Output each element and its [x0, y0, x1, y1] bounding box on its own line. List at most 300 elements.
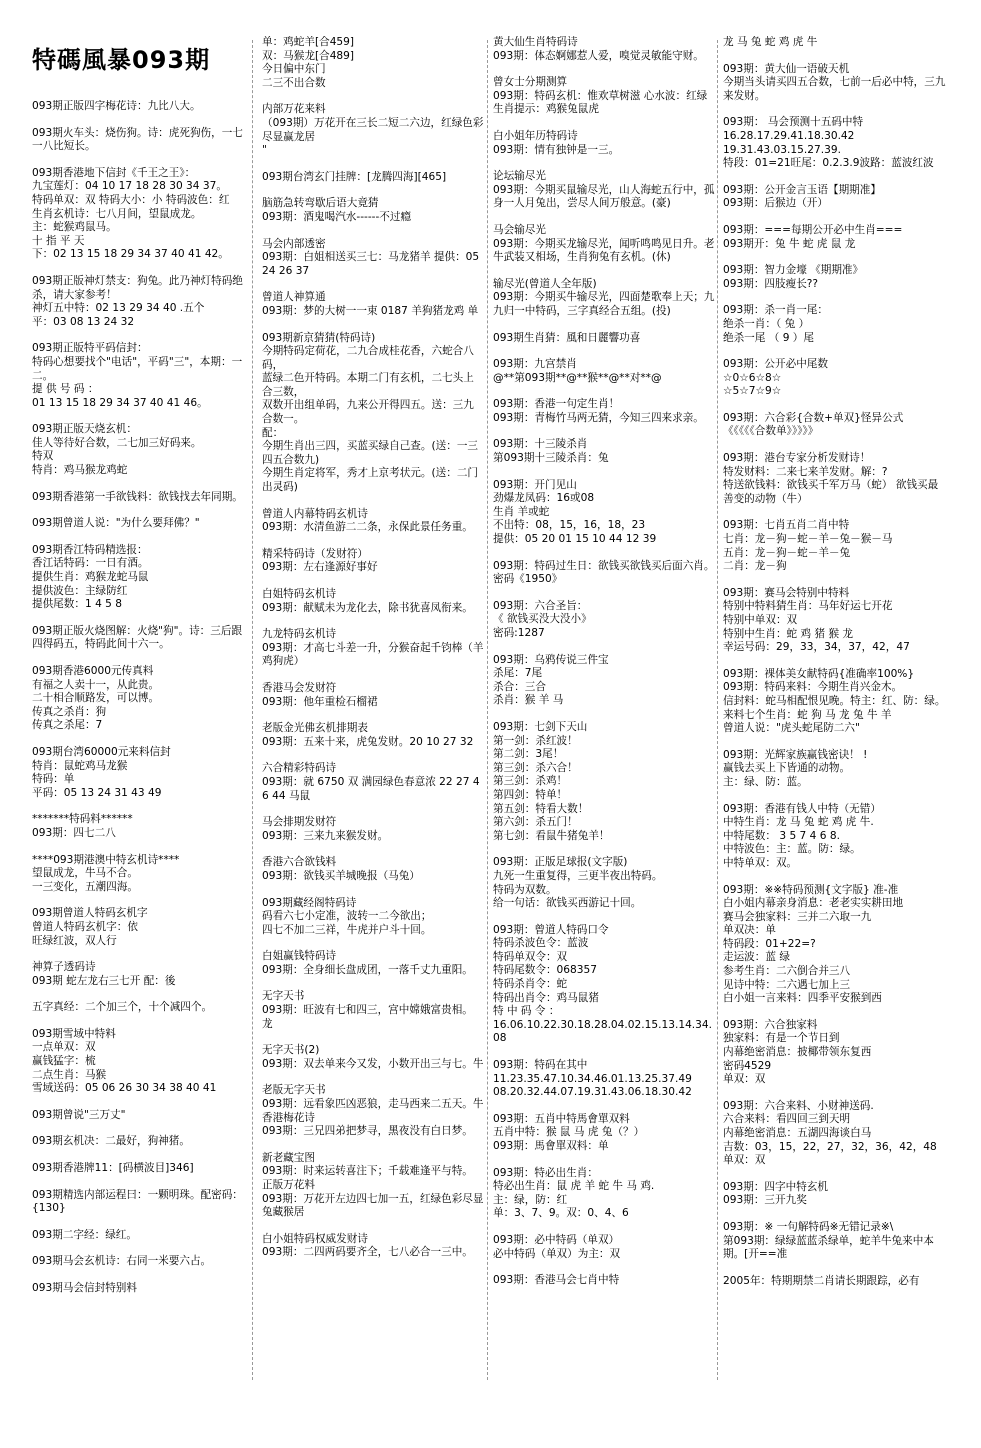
text-line: 11.23.35.47.10.34.46.01.13.25.37.49 [493, 1072, 692, 1085]
text-line: 第093期十三陵杀肖：兔 [493, 452, 609, 465]
text-block [32, 1162, 250, 1176]
text-line: 第一剑：杀红波！ [493, 734, 578, 747]
text-line: 093期：六合彩{合数+单双}怪异公式 [723, 411, 904, 424]
text-block [32, 625, 250, 652]
text-line: 093期台湾60000元来料信封 [32, 745, 171, 758]
text-block [723, 587, 947, 655]
text-line: 093期 蛇左龙右三七开 配：後 [32, 974, 176, 987]
text-block [262, 682, 484, 709]
text-line: 特码尾数令：068357 [493, 964, 598, 977]
text-block [723, 452, 947, 506]
text-line: 093期正版四字梅花诗：九比八大。 [32, 100, 201, 112]
text-line: 中特单双：双。 [723, 856, 798, 869]
text-line: 093期：双去单来今又发，小数开出三与七。牛 [262, 1057, 484, 1070]
text-line: 093期：今期买鼠输尽光，山人海蛇五行中，孤身一人月兔出，尝尽人间万般意。(豪) [493, 183, 715, 210]
text-line: 绝杀一尾 （ 9 ）尾 [723, 331, 814, 344]
text-line: 093期：远看象匹凶恶狼，走马西来二五天。牛 [262, 1098, 484, 1111]
text-line: 093期：特码玄机：惟欢草树滋 心水波：红绿 生肖提示：鸡猴兔鼠虎 [493, 89, 711, 116]
text-line: 赢钱猛字：梳 [32, 1055, 96, 1068]
text-line: 精采特码诗（发财符） [262, 547, 368, 560]
text-line: 093期：五肖中特馬會單双料 [493, 1112, 630, 1125]
text-line: 093期火车头：烧伤狗。诗：虎死狗伤，一七一八比短长。 [32, 126, 243, 153]
text-line: 参考生肖：二六倒合并三八 [723, 965, 851, 978]
text-line: ****093期港澳中特玄机诗**** [32, 853, 180, 866]
text-line: 九龙特码玄机诗 [262, 628, 337, 641]
column-4 [723, 36, 947, 1384]
text-block [493, 76, 717, 117]
text-line: 神算子透码诗 [32, 961, 96, 974]
page-title: 特碼風暴093期 [32, 46, 211, 74]
text-line: 配： [262, 426, 284, 439]
text-line: 曾道人特码玄机字：依 [32, 920, 138, 933]
text-line: 093期藏经阁特码诗 [262, 896, 357, 909]
text-line: 093期：赛马会特别中特料 [723, 586, 850, 599]
text-line: 雪域送码：05 06 26 30 34 38 40 41 [32, 1082, 217, 1095]
text-line: 有福之人卖十一，从此贵。 [32, 678, 160, 691]
text-line: 望鼠成龙，牛马不合。 [32, 867, 138, 880]
text-line: 赢钱去买上下皆通的动物。 [723, 762, 851, 775]
text-block [32, 1189, 250, 1216]
text-block [723, 358, 947, 399]
text-line: 093期生肖猜：風和日麗響功喜 [493, 331, 641, 344]
text-block [262, 238, 484, 279]
text-line: 093期曾说"三万丈" [32, 1108, 126, 1121]
text-line: 093期：黄大仙一语破天机 [723, 62, 850, 75]
text-line: 无字天书 [262, 990, 305, 1003]
text-line: 一点单双：双 [32, 1041, 96, 1054]
text-line: 一三变化，五潮四海。 [32, 880, 138, 893]
text-block [262, 816, 484, 843]
text-block [262, 291, 484, 318]
text-line: 劲爆龙凤码：16或08 [493, 492, 595, 505]
text-block [493, 170, 717, 211]
text-line: 马会排期发财符 [262, 816, 337, 829]
text-block [723, 1275, 947, 1289]
text-line: 093期：四肢瘦长?? [723, 277, 819, 290]
text-block [262, 1044, 484, 1071]
text-line: 16.06.10.22.30.18.28.04.02.15.13.14.34.08 [493, 1018, 713, 1045]
text-line: 093期：七肖五肖二肖中特 [723, 519, 850, 532]
text-line: 主：蛇猴鸡鼠马。 [32, 221, 117, 234]
text-block [262, 628, 484, 669]
text-line: 《《《《《合数单》》》》》 [723, 425, 819, 438]
text-line: 七肖：龙－狗－蛇－羊－兔－猴－马 [723, 533, 893, 546]
text-line: 双：马猴龙[合489] [262, 49, 355, 62]
text-line: 幸运号码：29，33，34，37，42，47 [723, 641, 910, 654]
text-line: 必中特码（单双）为主：双 [493, 1247, 621, 1260]
text-block [493, 224, 717, 265]
text-line: 香港梅花诗 [262, 1111, 315, 1124]
text-line: 走运波：蓝 绿 [723, 951, 790, 964]
text-block [32, 1255, 250, 1269]
text-line: 第七剑：看鼠牛猪兔羊！ [493, 829, 610, 842]
text-block [493, 130, 717, 157]
text-line: 今期当头请买四五合数，七前一后必中特，三九来发财。 [723, 76, 946, 102]
text-block [493, 398, 717, 425]
text-line: 新老藏宝图 [262, 1151, 315, 1164]
text-block [723, 1019, 947, 1087]
text-line: 龙 马 兔 蛇 鸡 虎 牛 [723, 36, 818, 48]
text-line: 093期正版特平码信封： [32, 342, 148, 355]
text-block [262, 897, 484, 938]
text-line: 白姐特码玄机诗 [262, 588, 337, 600]
text-block [723, 668, 947, 736]
text-line: 特别中单双：双 [723, 614, 798, 626]
text-block [723, 224, 947, 251]
text-line: 杀合：三合 [493, 680, 546, 693]
text-line: 093期：时来运转喜注下；千载难逢平与特。 [262, 1165, 473, 1178]
text-line: 九宝莲灯：04 10 17 18 28 30 34 37。 [32, 180, 227, 193]
text-line: 093期：全身细长盘成团，一落千丈九重阳。 [262, 963, 473, 976]
text-line: 093期：四七二八 [32, 826, 116, 839]
text-block [262, 722, 484, 749]
text-line: 香江话特码：一日有酒。 [32, 557, 149, 570]
text-line: 杀肖：猴 羊 马 [493, 694, 564, 707]
text-block [723, 749, 947, 790]
text-line: 093期台湾玄门挂牌：[龙腾四海][465] [262, 170, 447, 183]
text-block [493, 278, 717, 319]
text-line: 无字天书(2) [262, 1044, 320, 1057]
text-line: 特码单双令：双 [493, 950, 568, 963]
text-block [262, 762, 484, 803]
text-line: 码看六七小定准，波转一二今欲出； [262, 910, 432, 923]
text-line: 093期玄机决：二最好，狗神猪。 [32, 1135, 190, 1148]
text-line: 093期：万花开左边四七加一五，红绿色彩尽显兔藏猴居 [262, 1192, 484, 1219]
text-block [723, 1100, 947, 1168]
text-line: 093期：二四两码要齐全，七八必合一三中。 [262, 1246, 473, 1259]
text-block [493, 600, 717, 641]
text-block [723, 63, 947, 104]
text-line: 单双：双 [723, 1073, 766, 1086]
text-block [493, 1113, 717, 1154]
text-block [262, 508, 484, 535]
text-line: 第四剑：特单！ [493, 788, 568, 801]
text-line: 093期：裸体美女献特码{准确率100%} [723, 667, 915, 680]
text-line: 特别中生肖：蛇 鸡 猪 猴 龙 [723, 627, 854, 640]
text-line: 主：绿、防：蓝。 [723, 775, 808, 788]
text-line: 第二剑：3尾！ [493, 748, 564, 761]
text-line: 见诗中特：二六遇七加上三 [723, 978, 851, 991]
text-line: 093期香港6000元传真料 [32, 665, 154, 677]
text-line: 二三不出合数 [262, 76, 326, 89]
text-line: 今期特码定荷花，二九合成桂花香，六蛇合八码， [262, 345, 474, 371]
text-line: 密码4529 [723, 1059, 772, 1072]
text-block [32, 907, 250, 948]
text-line: 蓝绿二色开特码。本期二门有玄机，二七头上合三数， [262, 372, 474, 398]
text-block [32, 1028, 250, 1096]
text-line: 093期香港牌11：[码横波目]346] [32, 1162, 194, 1175]
text-line: 《 欲钱买没大没小》 [493, 613, 592, 626]
text-line: 093期马会信封特别料 [32, 1282, 137, 1294]
text-block [723, 36, 947, 50]
text-block [262, 548, 484, 575]
text-block [262, 588, 484, 615]
text-block [723, 803, 947, 871]
text-line: 093期：开门见山 [493, 478, 577, 491]
text-line: 093期：欲钱买羊城晚报（马兔） [262, 869, 420, 882]
text-line: 093期：梦的大树一一束 0187 羊狗猪龙鸡 单 [262, 304, 479, 317]
text-line: 密码:1287 [493, 627, 545, 639]
text-line: 马会输尽光 [493, 223, 546, 236]
text-line: ☆0☆6☆8☆ [723, 371, 782, 384]
text-block [723, 412, 947, 439]
text-line: 特双 [32, 450, 54, 463]
text-block [493, 560, 717, 587]
text-line: 二十相合顺路发，可以博。 [32, 692, 160, 705]
text-block [493, 36, 717, 63]
text-line: 093期精选内部运程曰：一颗明珠。配密码：{130} [32, 1188, 243, 1215]
text-line: 双数开出组单码，九来公开得四五。送：三九合数一。 [262, 399, 474, 426]
text-line: 马会内部透密 [262, 237, 326, 250]
text-block [32, 854, 250, 895]
text-line: 093期：特码在其中 [493, 1059, 588, 1072]
text-line: 特 中 码 令 ： [493, 1005, 560, 1018]
text-line: 提供：05 20 01 15 10 44 12 39 [493, 533, 657, 546]
text-line: 单双决：单 [723, 924, 776, 937]
text-line: 093期：六合独家料 [723, 1018, 818, 1031]
text-line: 16.28.17.29.41.18.30.42 [723, 129, 855, 142]
text-block [262, 1233, 484, 1260]
text-block [493, 332, 717, 346]
text-line: 生肖 羊或蛇 [493, 505, 550, 518]
text-line: 佳人等待好合数，二七加三好码来。 [32, 436, 202, 449]
text-line: 四七不加二三祥，牛虎并户斗十回。 [262, 923, 432, 936]
text-line: 白小姐内幕亲身消息：老老实实耕田地 [723, 897, 904, 910]
text-line: 093期：※※特码预测{文字版} 准-准 [723, 883, 899, 896]
text-block [262, 1084, 484, 1138]
text-line: 五肖：龙－狗－蛇－羊－兔 [723, 546, 851, 559]
text-line: 特码：单 [32, 773, 75, 786]
text-block [32, 342, 250, 410]
text-line: 093期：特必出生肖： [493, 1166, 598, 1179]
text-line: 老版无字天书 [262, 1084, 326, 1097]
text-line: 香港六合欲钱料 [262, 856, 337, 869]
text-line: 密码《1950》 [493, 573, 563, 586]
text-line: 正版万花料 [262, 1179, 315, 1191]
text-line: 093期新京猜猜(特码诗) [262, 331, 376, 344]
text-block [32, 813, 250, 840]
text-line: 093期：他年重检石榴裙 [262, 695, 378, 708]
text-line: 吉数：03，15，22，27，32，36，42，48 [723, 1140, 937, 1153]
text-block [493, 358, 717, 385]
text-line: 不出特：08，15，16，18，23 [493, 519, 646, 532]
text-line: 平码：05 13 24 31 43 49 [32, 786, 162, 799]
text-block [723, 884, 947, 1006]
text-line: 单：鸡蛇羊[合459] [262, 36, 355, 48]
text-line: 093期：情有独钟是一三。 [493, 143, 620, 156]
column-divider [252, 40, 253, 1380]
text-line: 第093期：绿绿蓝蓝杀绿单，蛇羊牛兔来中本期。[开==准 [723, 1234, 934, 1261]
text-line: 特段：01=21旺尾：0.2.3.9波路：蓝波红波 [723, 157, 934, 170]
text-line: 十 指 平 天 [32, 234, 85, 247]
text-line: 内部万花来料 [262, 103, 326, 116]
text-line: 093期：献赋未为龙化去，除书犹喜凤衔来。 [262, 601, 473, 614]
text-line: 下：02 13 15 18 29 34 37 40 41 42。 [32, 248, 229, 261]
text-line: 093期：港台专家分析发财诗！ [723, 452, 871, 465]
text-line: 二肖：龙－狗 [723, 560, 787, 573]
text-line: 093期：乌鸦传说三件宝 [493, 653, 609, 666]
text-line: *******特码料****** [32, 813, 133, 826]
text-line: 093期：杀一肖一尾： [723, 304, 828, 317]
text-line: 内幕绝密消息：五湖四海谈白马 [723, 1127, 872, 1139]
text-block [723, 264, 947, 291]
text-line: 旺绿红波，双人行 [32, 934, 117, 947]
text-block [32, 1282, 250, 1296]
text-line: 093期：必中特码（单双） [493, 1233, 620, 1246]
text-block [262, 171, 484, 185]
text-line: 第五剑：特看大数！ [493, 802, 589, 815]
column-divider [717, 40, 718, 1380]
text-block [493, 1167, 717, 1221]
text-block [32, 1135, 250, 1149]
text-line: 093期开：兔 牛 蛇 虎 鼠 龙 [723, 237, 856, 250]
text-line: 093期：※ 一句解特码※无错记录※\ [723, 1220, 894, 1233]
text-line: 093期：就 6750 双 满园绿色春意浓 22 27 46 44 马鼠 [262, 775, 480, 802]
text-line: 特码心想要找个"电话"，平码"三"，本期：一二。 [32, 355, 243, 382]
text-line: 脑筋急转弯歇后语大竟猜 [262, 197, 379, 210]
text-line: 今期生肖定将军，秀才上京考状元。(送：二门出灵码) [262, 467, 479, 494]
text-block [493, 1274, 717, 1288]
text-line: 提 供 号 码 ： [32, 383, 99, 396]
text-block [32, 746, 250, 800]
text-line: 今日偏中东门 [262, 63, 326, 76]
text-block [493, 1234, 717, 1261]
text-line: 093期：酒鬼喝汽水------不过瘾 [262, 210, 412, 223]
text-line: 093期：香港有钱人中特（无错） [723, 802, 881, 815]
text-block [262, 332, 484, 495]
text-line: 093期：三开九奖 [723, 1194, 807, 1207]
text-line: 单：3、7、9。双：0、4、6 [493, 1207, 629, 1220]
text-line: 093期：后猴边（开） [723, 197, 828, 210]
text-line: 曾女士分期测算 [493, 76, 568, 89]
text-line: 093期：青梅竹马两无猜，今知三四来求亲。 [493, 411, 704, 424]
text-line: 白小姐一言来料：四季平安猴到西 [723, 992, 882, 1005]
text-line: 093期：今期买龙输尽光，闻听鸣鸣见日升。老牛武装又相场，生肖狗兔有玄机。(休) [493, 237, 715, 264]
text-block [493, 721, 717, 843]
text-line: 093期：三兄四弟把梦寻，黑夜没有白日梦。 [262, 1125, 473, 1138]
text-line: 提供波色：主绿防红 [32, 584, 128, 597]
text-line: 093期二字经：绿红。 [32, 1228, 137, 1241]
text-line: 白小姐年历特码诗 [493, 129, 578, 142]
column-2 [262, 36, 484, 1384]
text-line: 五字真经：二个加三个，十个减四个。 [32, 1001, 213, 1014]
text-block [32, 961, 250, 988]
text-line: 093期：香港一句定生肖！ [493, 398, 620, 411]
text-block [32, 423, 250, 477]
text-line: 特码杀肖令：蛇 [493, 978, 568, 991]
text-block [262, 197, 484, 224]
text-line: 曾道人神算通 [262, 291, 326, 304]
text-block [262, 856, 484, 883]
text-line: 生肖玄机诗：七八月间，望鼠成龙。 [32, 207, 202, 220]
text-line: 平：03 08 13 24 32 [32, 315, 135, 328]
text-line: 今期生肖出三四，买蓝买绿自己查。(送：一三四五合数九) [262, 440, 479, 466]
text-line: 093期：七剑下天山 [493, 720, 588, 733]
text-line: 特肖：鸡马猴龙鸡蛇 [32, 464, 128, 477]
text-block [32, 275, 250, 329]
text-block [493, 438, 717, 465]
text-line: 093期：才高七斗差一升，分猴奋起千钧棒（羊鸡狗虎） [262, 641, 484, 668]
text-block [32, 544, 250, 612]
text-line: 093期：光辉家族赢钱密诀！ ! [723, 748, 868, 761]
text-line: 独家料：有是一个节日到 [723, 1032, 840, 1045]
text-block [32, 1229, 250, 1243]
text-block [723, 1181, 947, 1208]
text-line: （093期）万花开在三长二短二六边，红绿色彩尽显赢龙居 [262, 116, 484, 143]
text-line: 特码杀波色令：蓝波 [493, 937, 589, 950]
text-line: 特发财料：二来七来羊发财。解：? [723, 465, 888, 478]
text-line: 特码出肖令：鸡马鼠猪 [493, 991, 599, 1004]
text-line: 中特生肖：龙 马 兔 蛇 鸡 虎 牛. [723, 816, 874, 829]
text-line: ☆5☆7☆9☆ [723, 385, 782, 398]
text-block [723, 1221, 947, 1262]
text-block [493, 654, 717, 708]
text-line: 特肖：鼠蛇鸡马龙猴 [32, 759, 128, 772]
text-line: 093期：五来十来，虎兔发财。20 10 27 32 [262, 735, 474, 748]
text-line: 输尽光(曾道人全年版) [493, 277, 597, 290]
text-line: 08.20.32.44.07.19.31.43.06.18.30.42 [493, 1086, 692, 1099]
text-line: 093期香港地下信封《千王之王》： [32, 166, 196, 179]
text-line: 第三剑：杀鸡！ [493, 775, 568, 788]
text-line: 093期：体态婀娜惹人爱，嗅觉灵敏能守财。 [493, 49, 704, 62]
text-line: 香港马会发财符 [262, 681, 337, 694]
text-line: 六合来料：看四回三到天明 [723, 1113, 851, 1126]
text-line: 093期正版天烧玄机： [32, 423, 137, 436]
text-line: 特码段：01+22=? [723, 937, 816, 950]
text-block [262, 1152, 484, 1220]
text-line: 信封料：蛇马相配恨见晚。特主：红、防：绿。 [723, 694, 946, 707]
text-line: " [262, 144, 267, 157]
text-block [723, 184, 947, 211]
text-line: 093期：特码过生日：欲钱买欲钱买后面六肖。 [493, 559, 715, 572]
text-block [262, 103, 484, 157]
text-line: 黄大仙生肖特码诗 [493, 36, 578, 48]
text-line: 093期： 马会预测十五码中特 [723, 116, 864, 129]
text-line: 六合精彩特码诗 [262, 762, 337, 775]
text-line: 单双：双 [723, 1154, 766, 1167]
text-block [32, 167, 250, 262]
text-line: 白小姐特码权威发财诗 [262, 1232, 368, 1245]
text-line: 093期：香港马会七肖中特 [493, 1274, 620, 1287]
text-line: 093期雪域中特料 [32, 1027, 116, 1040]
text-block [493, 856, 717, 910]
text-line: 传真之杀尾：7 [32, 719, 103, 732]
text-line: 093期：六合来料、小财神送码. [723, 1099, 874, 1112]
text-line: 中特尾数： 3 5 7 4 6 8. [723, 829, 840, 842]
text-line: 093期：智力金壕 《期期准》 [723, 264, 864, 277]
text-line: 内幕绝密消息：披椰带领东复西 [723, 1046, 872, 1059]
text-block [32, 100, 250, 114]
text-line: 论坛输尽光 [493, 170, 546, 183]
text-line: 093期：曾道人特码口令 [493, 923, 609, 936]
text-line: 给一句话：欲钱买西游记十回。 [493, 897, 642, 910]
text-line: 第三剑：杀六合！ [493, 761, 578, 774]
text-line: 093期曾道人说："为什么要拜佛？" [32, 517, 200, 530]
text-line: 白姐赢钱特码诗 [262, 950, 337, 963]
text-line: 来料七个生肖：蛇 狗 马 龙 兔 牛 羊 [723, 708, 892, 721]
text-line: 19.31.43.03.15.27.39. [723, 143, 841, 156]
text-block [723, 519, 947, 573]
text-line: 093期：四字中特玄机 [723, 1180, 828, 1193]
text-line: 中特波色：主：蓝。防：绿。 [723, 843, 861, 856]
text-line: 093期：九宫禁肖 [493, 358, 577, 371]
text-block [262, 36, 484, 90]
text-line: 093期正版火烧图解：火烧"狗"。诗：三后跟四得码五，特码此间十六一。 [32, 624, 243, 651]
text-line: 九死一生重复得，三更半夜出特码。 [493, 869, 663, 882]
text-line: 01 13 15 18 29 34 37 40 41 46。 [32, 396, 208, 409]
text-line: 特码单双：双 特码大小：小 特码波色：红 [32, 193, 230, 206]
text-block [32, 665, 250, 733]
